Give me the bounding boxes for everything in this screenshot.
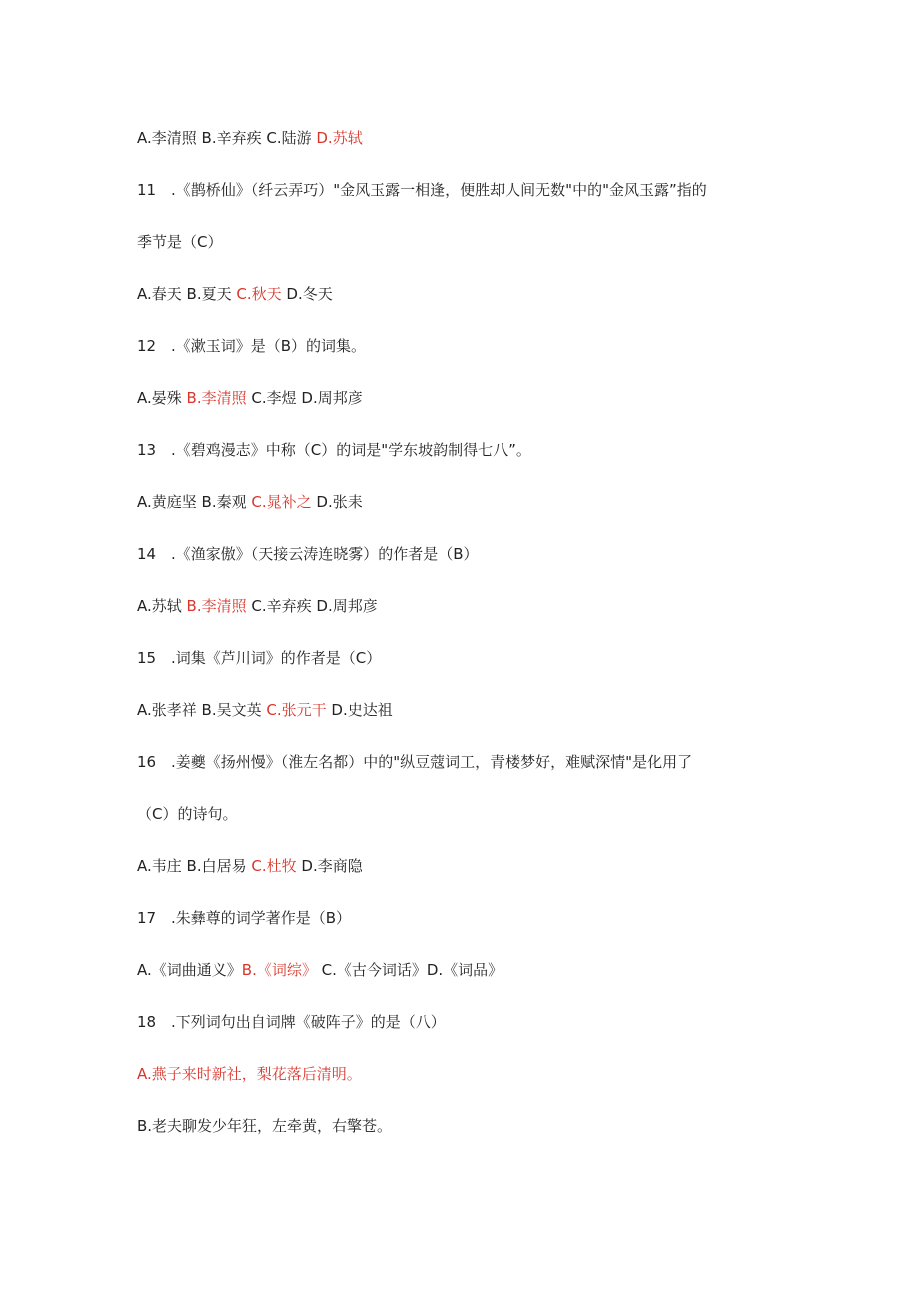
question-number: 18 [137, 1013, 157, 1031]
line-text: D.史达祖 [326, 701, 393, 719]
line-text: .《碧鸡漫志》中称（C）的词是"学东坡韵制得七八”。 [171, 441, 531, 459]
question-number: 15 [137, 649, 157, 667]
line-text: A.春天 B.夏天 [137, 285, 237, 303]
question-number: 16 [137, 753, 157, 771]
answer-text: B.李清照 [186, 597, 247, 615]
line-text: A.黄庭坚 B.秦观 [137, 493, 252, 511]
answer-text: C.张元干 [266, 701, 327, 719]
line-text: .词集《芦川词》的作者是（C） [171, 649, 382, 667]
line-text: C.李煜 D.周邦彦 [246, 389, 363, 407]
text-line [137, 856, 363, 876]
question-number: 14 [137, 545, 157, 563]
question-line [137, 336, 366, 356]
question-line [137, 180, 707, 200]
answer-text: B.李清照 [186, 389, 247, 407]
line-text: D.李商隐 [296, 857, 363, 875]
question-line [137, 1012, 446, 1032]
text-line [137, 492, 363, 512]
question-line [137, 544, 479, 564]
answer-text: D.苏轼 [316, 129, 363, 147]
line-text: A.《词曲通义》 [137, 961, 242, 979]
line-text: A.张孝祥 B.吴文英 [137, 701, 267, 719]
text-line [137, 700, 393, 720]
question-number: 13 [137, 441, 157, 459]
line-text: C.《古今词话》D.《词品》 [316, 961, 504, 979]
line-text: .《渔家傲》（天接云涛连晓雾）的作者是（B） [171, 545, 479, 563]
line-text: .姜夔《扬州慢》（淮左名都）中的"纵豆蔻词工，青楼梦好，难赋深情"是化用了 [171, 753, 693, 771]
line-text: A.李清照 B.辛弃疾 C.陆游 [137, 129, 317, 147]
answer-text: C.晁补之 [251, 493, 312, 511]
text-line [137, 284, 333, 304]
line-text: .下列词句出自词牌《破阵子》的是（八） [171, 1013, 446, 1031]
line-text: A.苏轼 [137, 597, 187, 615]
text-line [137, 804, 237, 824]
question-line [137, 752, 692, 772]
question-number: 11 [137, 181, 157, 199]
line-text: .《漱玉词》是（B）的词集。 [171, 337, 367, 355]
answer-text: B.《词综》 [241, 961, 317, 979]
line-text: D.冬天 [281, 285, 333, 303]
text-line [137, 128, 363, 148]
text-line [137, 596, 378, 616]
text-line [137, 388, 363, 408]
line-text: .朱彝尊的词学著作是（B） [171, 909, 352, 927]
answer-text: C.秋天 [236, 285, 282, 303]
line-text: D.张耒 [311, 493, 363, 511]
text-line [137, 960, 503, 980]
line-text: A.韦庄 B.白居易 [137, 857, 252, 875]
text-line [137, 232, 222, 252]
answer-text: C.杜牧 [251, 857, 297, 875]
line-text: B.老夫聊发少年狂，左牵黄，右擎苍。 [137, 1117, 393, 1135]
question-line [137, 648, 381, 668]
line-text: （C）的诗句。 [137, 805, 238, 823]
question-number: 17 [137, 909, 157, 927]
line-text: A.晏殊 [137, 389, 187, 407]
question-number: 12 [137, 337, 157, 355]
answer-text: A.燕子来时新社，梨花落后清明。 [137, 1065, 362, 1083]
text-line [137, 1116, 392, 1136]
line-text: C.辛弃疾 D.周邦彦 [246, 597, 378, 615]
line-text: .《鹊桥仙》（纤云弄巧）"金风玉露一相逢，便胜却人间无数"中的"金风玉露”指的 [171, 181, 707, 199]
text-line [137, 1064, 362, 1084]
question-line [137, 908, 351, 928]
line-text: 季节是（C） [137, 233, 223, 251]
question-line [137, 440, 531, 460]
